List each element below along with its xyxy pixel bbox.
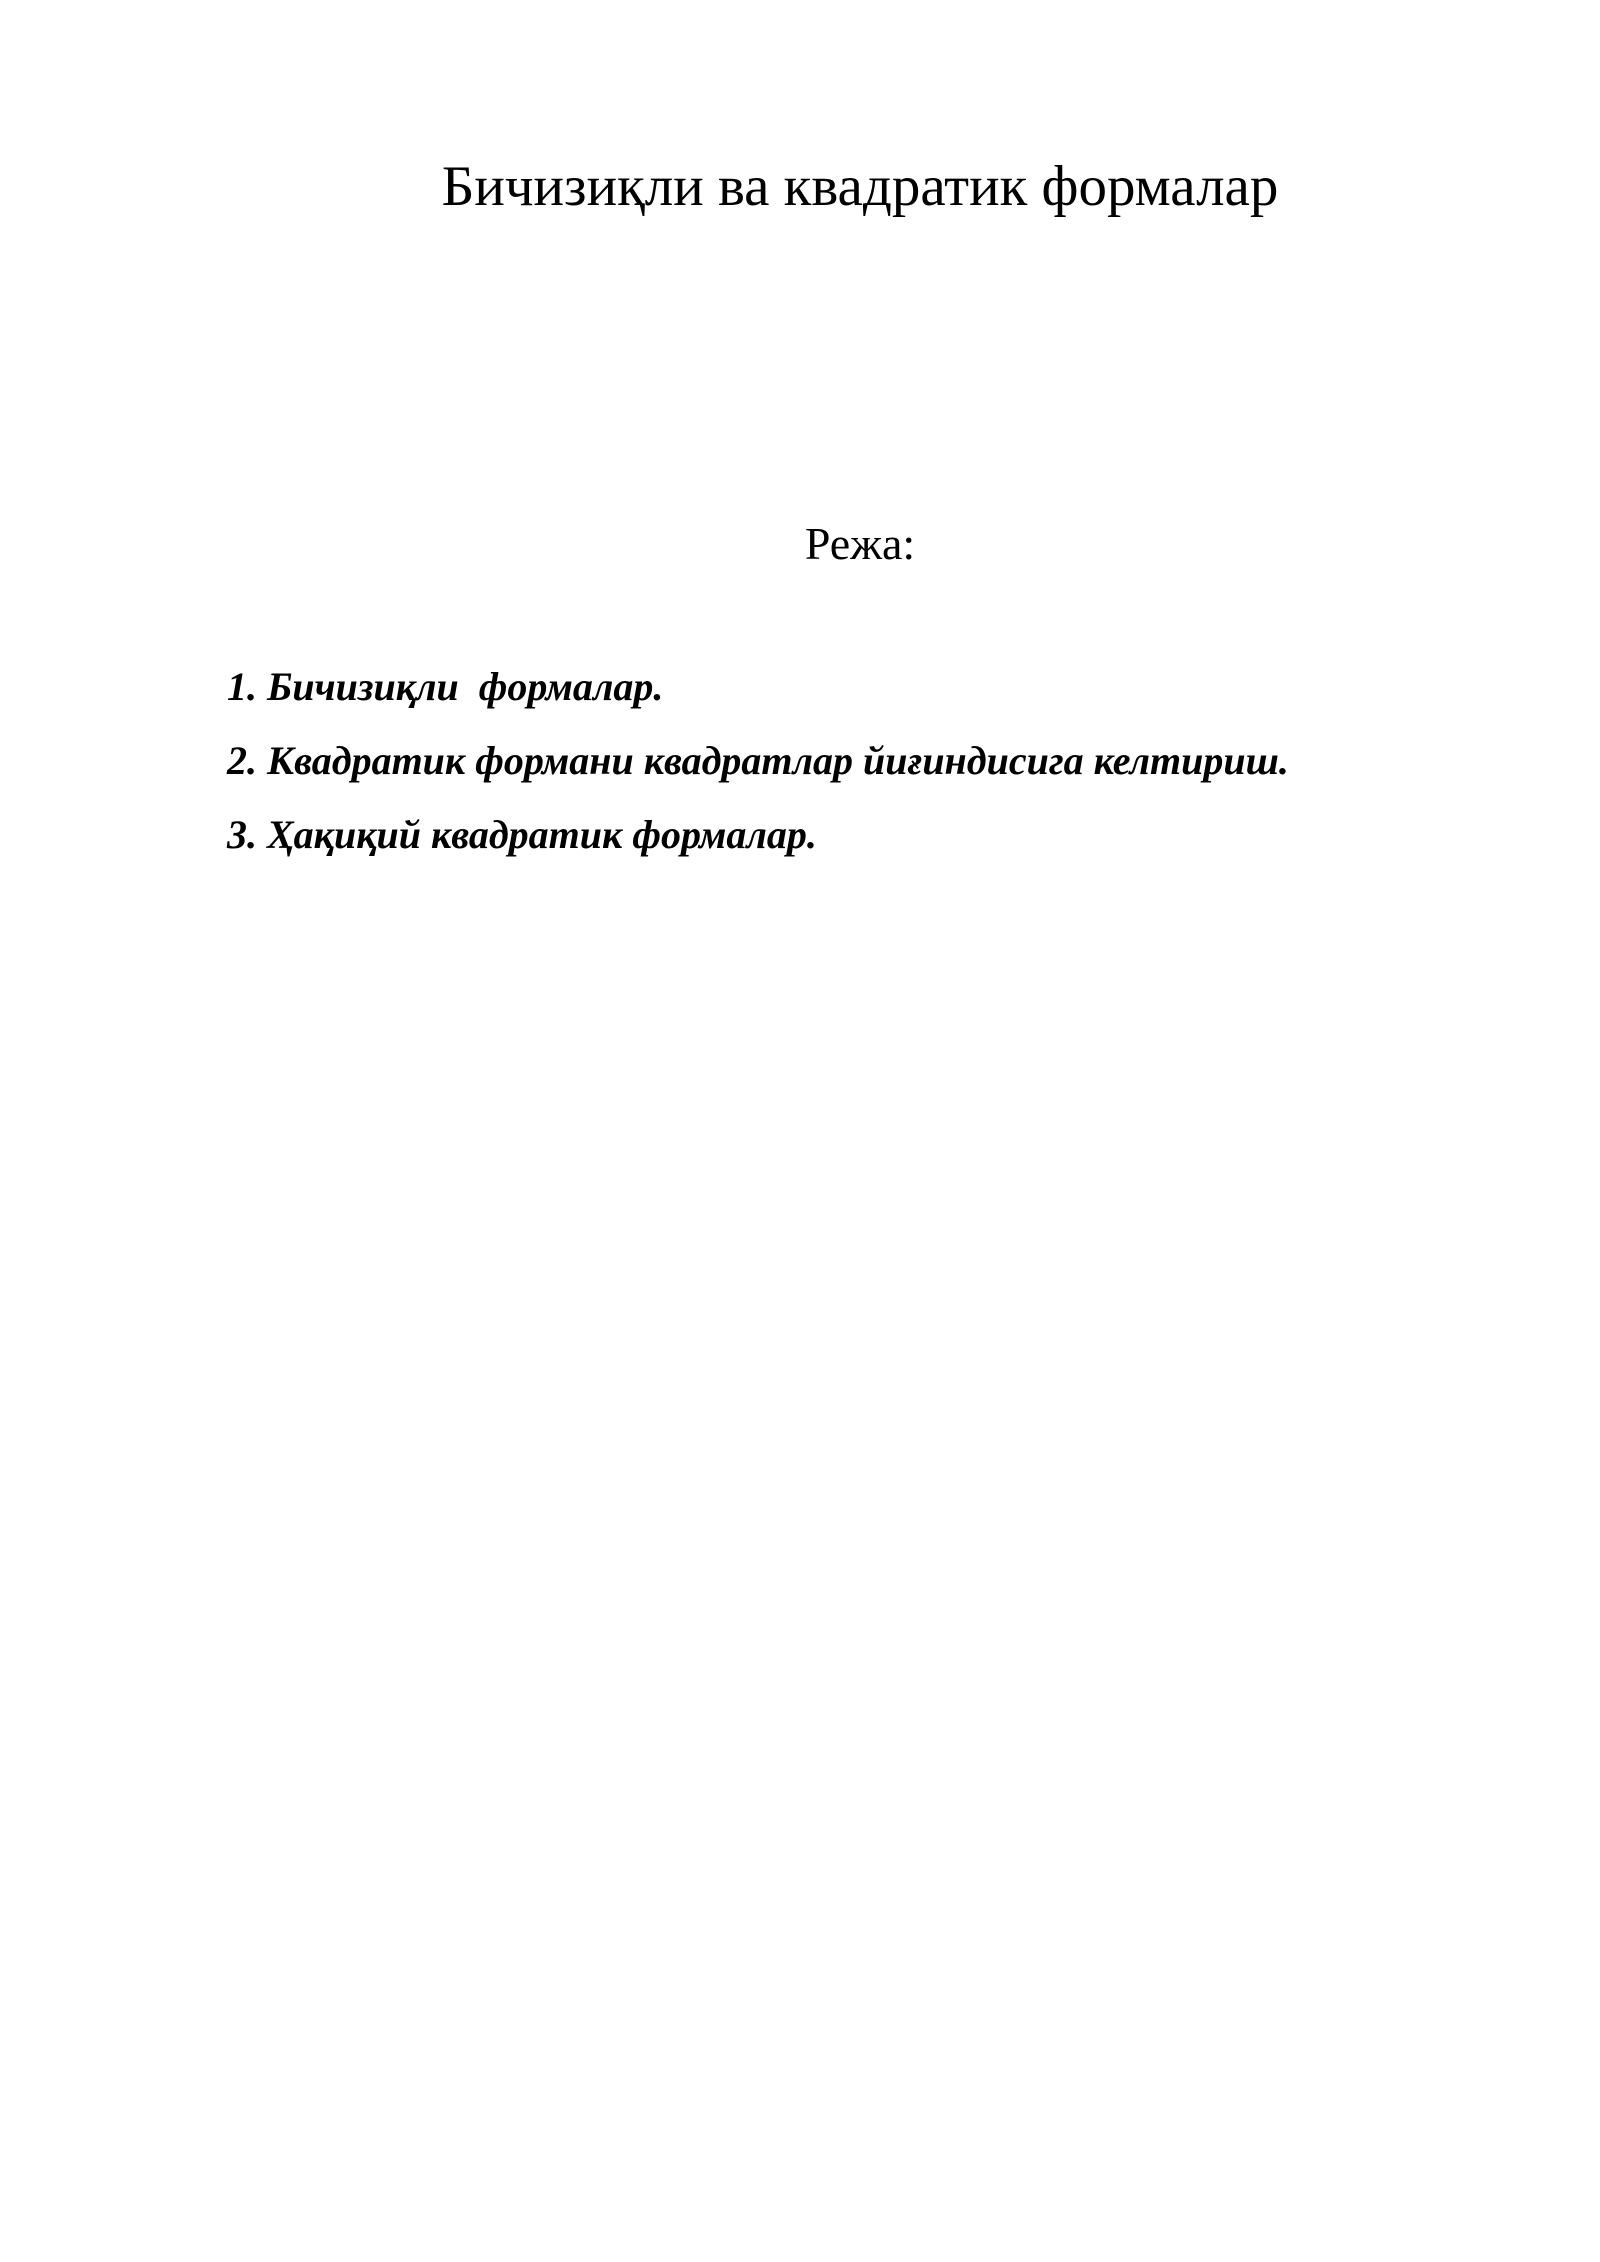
plan-heading: Режа: <box>804 518 916 569</box>
document-title: Бичизиқли ва квадратик формалар <box>441 155 1279 218</box>
plan-item-2: 2. Квадратик формани квадратлар йиғиндисига келтириш. <box>227 738 1289 783</box>
plan-list <box>227 662 1527 884</box>
plan-item-1: 1. Бичизиқли формалар. <box>227 664 664 709</box>
plan-item-3: 3. Ҳақиқий квадратик формалар. <box>227 812 817 857</box>
